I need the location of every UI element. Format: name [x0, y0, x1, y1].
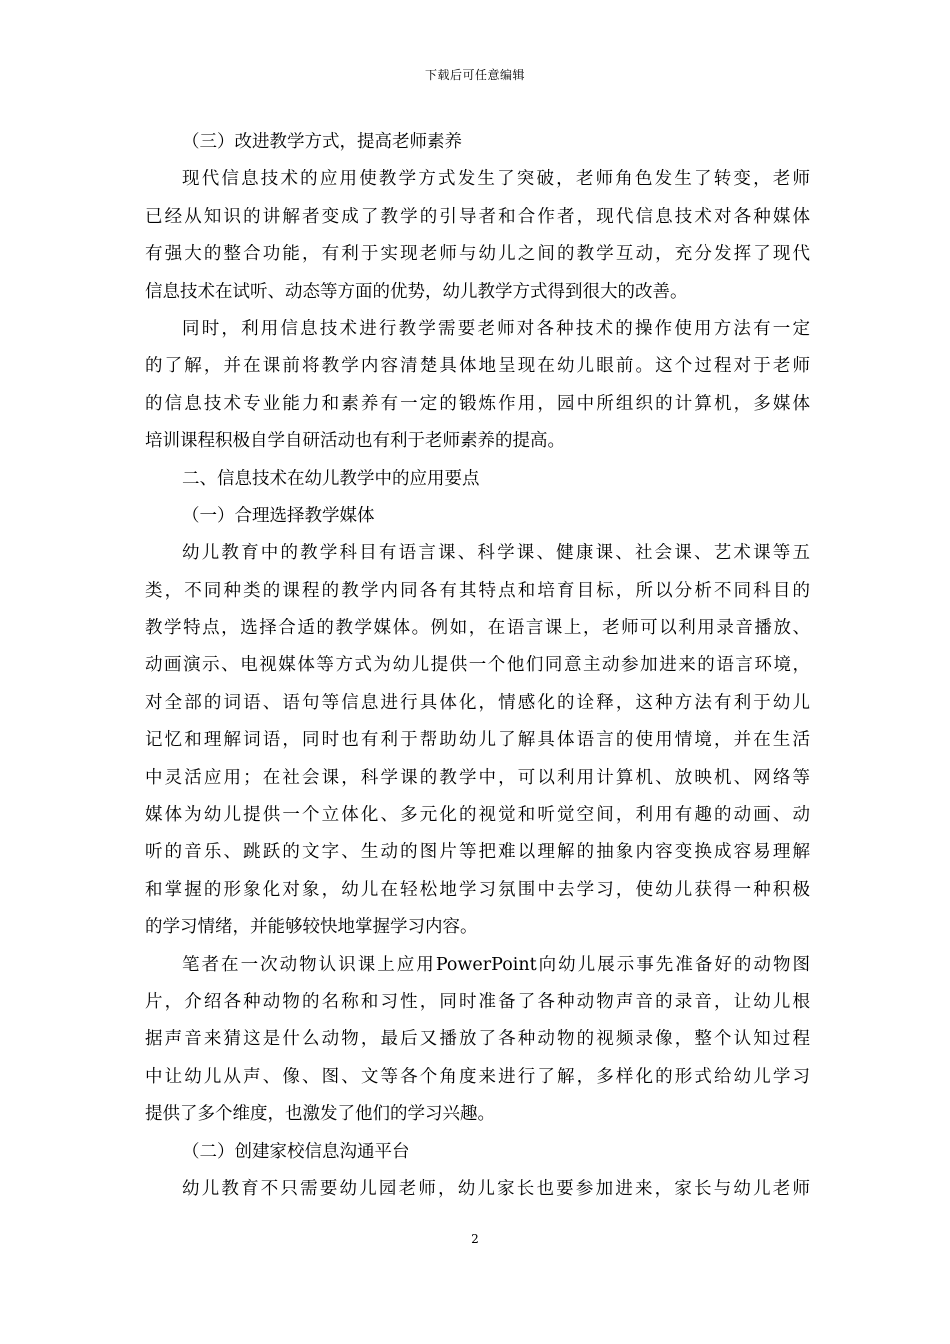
text-line: 的了解，并在课前将教学内容清楚具体地呈现在幼儿眼前。这个过程对于老师 — [145, 356, 810, 377]
text-line: （二）创建家校信息沟通平台 — [182, 1141, 410, 1162]
text-line: 幼儿教育中的教学科目有语言课、科学课、健康课、社会课、艺术课等五 — [182, 543, 810, 564]
text-line: 提供了多个维度，也激发了他们的学习兴趣。 — [145, 1104, 495, 1125]
text-line: 有强大的整合功能，有利于实现老师与幼儿之间的教学互动，充分发挥了现代 — [145, 244, 810, 265]
text-line: 教学特点，选择合适的教学媒体。例如，在语言课上，老师可以利用录音播放、 — [145, 618, 810, 639]
text-line: 培训课程积极自学自研活动也有利于老师素养的提高。 — [145, 431, 565, 452]
text-line: 的信息技术专业能力和素养有一定的锻炼作用，园中所组织的计算机，多媒体 — [145, 393, 810, 414]
text-line: 据声音来猜这是什么动物，最后又播放了各种动物的视频录像，整个认知过程 — [145, 1029, 810, 1050]
page-number: 2 — [471, 1232, 479, 1246]
text-line: 中灵活应用；在社会课，科学课的教学中，可以利用计算机、放映机、网络等 — [145, 767, 810, 788]
text-line: 幼儿教育不只需要幼儿园老师，幼儿家长也要参加进来，家长与幼儿老师 — [182, 1178, 810, 1199]
text-line: 片，介绍各种动物的名称和习性，同时准备了各种动物声音的录音，让幼儿根 — [145, 991, 810, 1012]
text-line: 记忆和理解词语，同时也有利于帮助幼儿了解具体语言的使用情境，并在生活 — [145, 730, 810, 751]
page-header: 下载后可任意编辑 — [424, 68, 525, 82]
text-line: 中让幼儿从声、像、图、文等各个角度来进行了解，多样化的形式给幼儿学习 — [145, 1066, 810, 1087]
text-line: 类，不同种类的课程的教学内同各有其特点和培育目标，所以分析不同科目的 — [145, 580, 810, 601]
text-line: 已经从知识的讲解者变成了教学的引导者和合作者，现代信息技术对各种媒体 — [145, 206, 810, 227]
text-line: 对全部的词语、语句等信息进行具体化，情感化的诠释，这种方法有利于幼儿 — [145, 692, 810, 713]
text-line: （三）改进教学方式，提高老师素养 — [182, 132, 462, 152]
text-line: 的学习情绪，并能够较快地掌握学习内容。 — [145, 917, 478, 938]
text-line: 听的音乐、跳跃的文字、生动的图片等把难以理解的抽象内容变换成容易理解 — [145, 842, 810, 863]
text-line: 动画演示、电视媒体等方式为幼儿提供一个他们同意主动参加进来的语言环境， — [145, 655, 810, 676]
text-line: 和掌握的形象化对象，幼儿在轻松地学习氛围中去学习，使幼儿获得一种积极 — [145, 879, 810, 900]
document-body — [145, 124, 810, 1208]
text-line: 同时，利用信息技术进行教学需要老师对各种技术的操作使用方法有一定 — [182, 318, 810, 339]
text-line: 媒体为幼儿提供一个立体化、多元化的视觉和听觉空间，利用有趣的动画、动 — [145, 805, 810, 826]
text-line: 现代信息技术的应用使教学方式发生了突破，老师角色发生了转变，老师 — [182, 169, 810, 190]
text-line: 二、信息技术在幼儿教学中的应用要点 — [182, 468, 480, 489]
text-line: 信息技术在试听、动态等方面的优势，幼儿教学方式得到很大的改善。 — [145, 281, 688, 302]
text-line: 笔者在一次动物认识课上应用PowerPoint向幼儿展示事先准备好的动物图 — [182, 954, 810, 975]
text-line: （一）合理选择教学媒体 — [182, 505, 375, 526]
